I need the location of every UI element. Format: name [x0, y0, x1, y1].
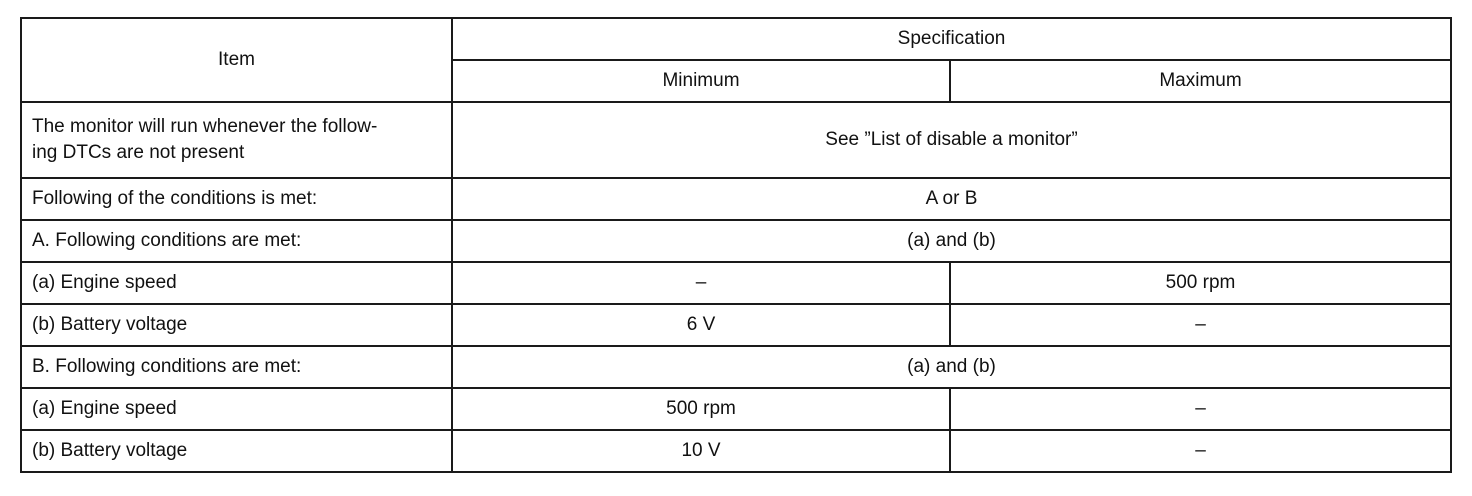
row-spec: See ”List of disable a monitor”	[452, 102, 1451, 178]
row-minimum: 10 V	[452, 430, 950, 472]
row-minimum: –	[452, 262, 950, 304]
header-row	[21, 18, 1451, 60]
header-specification: Specification	[452, 18, 1451, 60]
row-item	[21, 102, 452, 178]
row-item: (a) Engine speed	[21, 262, 452, 304]
row-maximum: 500 rpm	[950, 262, 1451, 304]
table-row	[21, 388, 1451, 430]
table-row	[21, 102, 1451, 178]
table-row	[21, 220, 1451, 262]
table-row	[21, 178, 1451, 220]
row-item: A. Following conditions are met:	[21, 220, 452, 262]
row-item: Following of the conditions is met:	[21, 178, 452, 220]
row-minimum: 500 rpm	[452, 388, 950, 430]
row-spec: A or B	[452, 178, 1451, 220]
header-minimum: Minimum	[452, 60, 950, 102]
row-item: B. Following conditions are met:	[21, 346, 452, 388]
header-maximum: Maximum	[950, 60, 1451, 102]
table-row	[21, 262, 1451, 304]
table-row	[21, 304, 1451, 346]
row-item: (b) Battery voltage	[21, 304, 452, 346]
row-minimum: 6 V	[452, 304, 950, 346]
row-item: (a) Engine speed	[21, 388, 452, 430]
row-spec: (a) and (b)	[452, 220, 1451, 262]
specification-table	[20, 17, 1452, 473]
row-maximum: –	[950, 304, 1451, 346]
table-row	[21, 430, 1451, 472]
row-item-line-2: ing DTCs are not present	[32, 142, 245, 163]
row-spec: (a) and (b)	[452, 346, 1451, 388]
row-maximum: –	[950, 388, 1451, 430]
table-row	[21, 346, 1451, 388]
row-item-line-1: The monitor will run whenever the follow-	[32, 116, 378, 137]
row-item: (b) Battery voltage	[21, 430, 452, 472]
row-maximum: –	[950, 430, 1451, 472]
header-item: Item	[21, 18, 452, 102]
